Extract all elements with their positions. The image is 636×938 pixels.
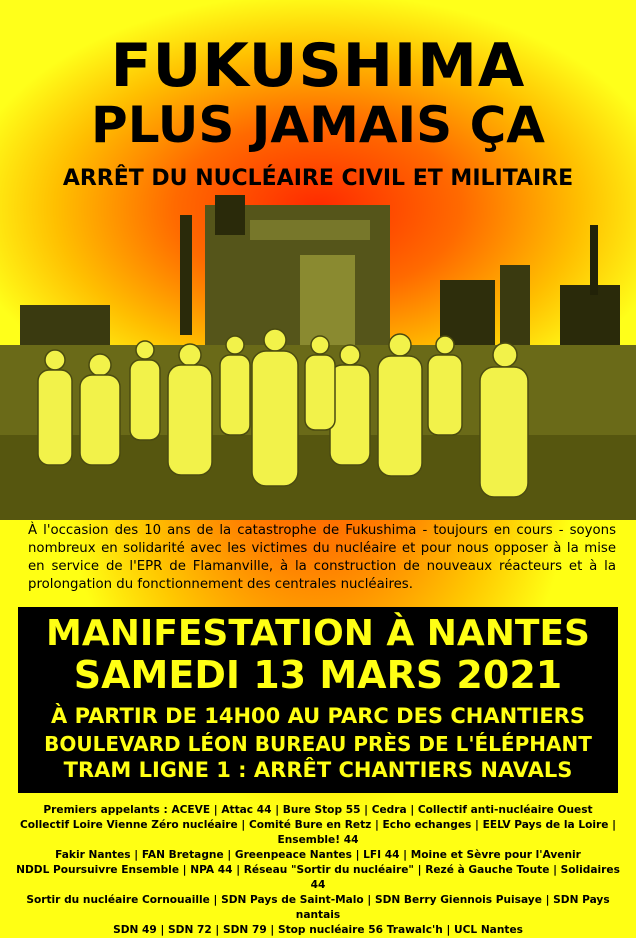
signatories-line: SDN 49 | SDN 72 | SDN 79 | Stop nucléaire 56 Trawalc'h | UCL Nantes <box>113 924 523 936</box>
event-address: BOULEVARD LÉON BUREAU PRÈS DE L'ÉLÉPHANT <box>44 732 592 756</box>
signatories-line: Sortir du nucléaire Cornouaille | SDN Pays de Saint-Malo | SDN Berry Giennois Puisaye | SDN Pays nantais <box>26 894 610 921</box>
subtitle: ARRÊT DU NUCLÉAIRE CIVIL ET MILITAIRE <box>62 166 574 191</box>
signatories-line: Fakir Nantes | FAN Bretagne | Greenpeace Nantes | LFI 44 | Moine et Sèvre pour l'Avenir <box>55 849 581 861</box>
signatories-line: Premiers appelants : ACEVE | Attac 44 | Bure Stop 55 | Cedra | Collectif anti-nucléaire Ouest <box>43 804 593 816</box>
title-line-1: FUKUSHIMA <box>110 31 526 101</box>
intro-paragraph: À l'occasion des 10 ans de la catastrophe de Fukushima - toujours en cours - soyons nombreux en solidarité avec les victimes du nucléaire et pour nous opposer à la mise en service de l'EPR de Flamanville, à la construction de nouveaux réacteurs et à la prolongation du fonctionnement des centrales nucléaires. <box>28 523 616 592</box>
title-line-2: PLUS JAMAIS ÇA <box>91 96 545 154</box>
event-transport: TRAM LIGNE 1 : ARRÊT CHANTIERS NAVALS <box>63 758 573 782</box>
event-date: SAMEDI 13 MARS 2021 <box>73 653 563 697</box>
signatories-line: NDDL Poursuivre Ensemble | NPA 44 | Réseau "Sortir du nucléaire" | Rezé à Gauche Toute | Solidaires 44 <box>16 864 620 891</box>
workers-in-protective-suits-image <box>0 195 636 520</box>
signatories-line: Collectif Loire Vienne Zéro nucléaire | Comité Bure en Retz | Echo echanges | EELV Pays de la Loire | Ensemble! 44 <box>19 819 617 846</box>
event-title: MANIFESTATION À NANTES <box>46 613 590 654</box>
signatories <box>10 803 626 938</box>
event-time-place: À PARTIR DE 14H00 AU PARC DES CHANTIERS <box>51 704 585 728</box>
